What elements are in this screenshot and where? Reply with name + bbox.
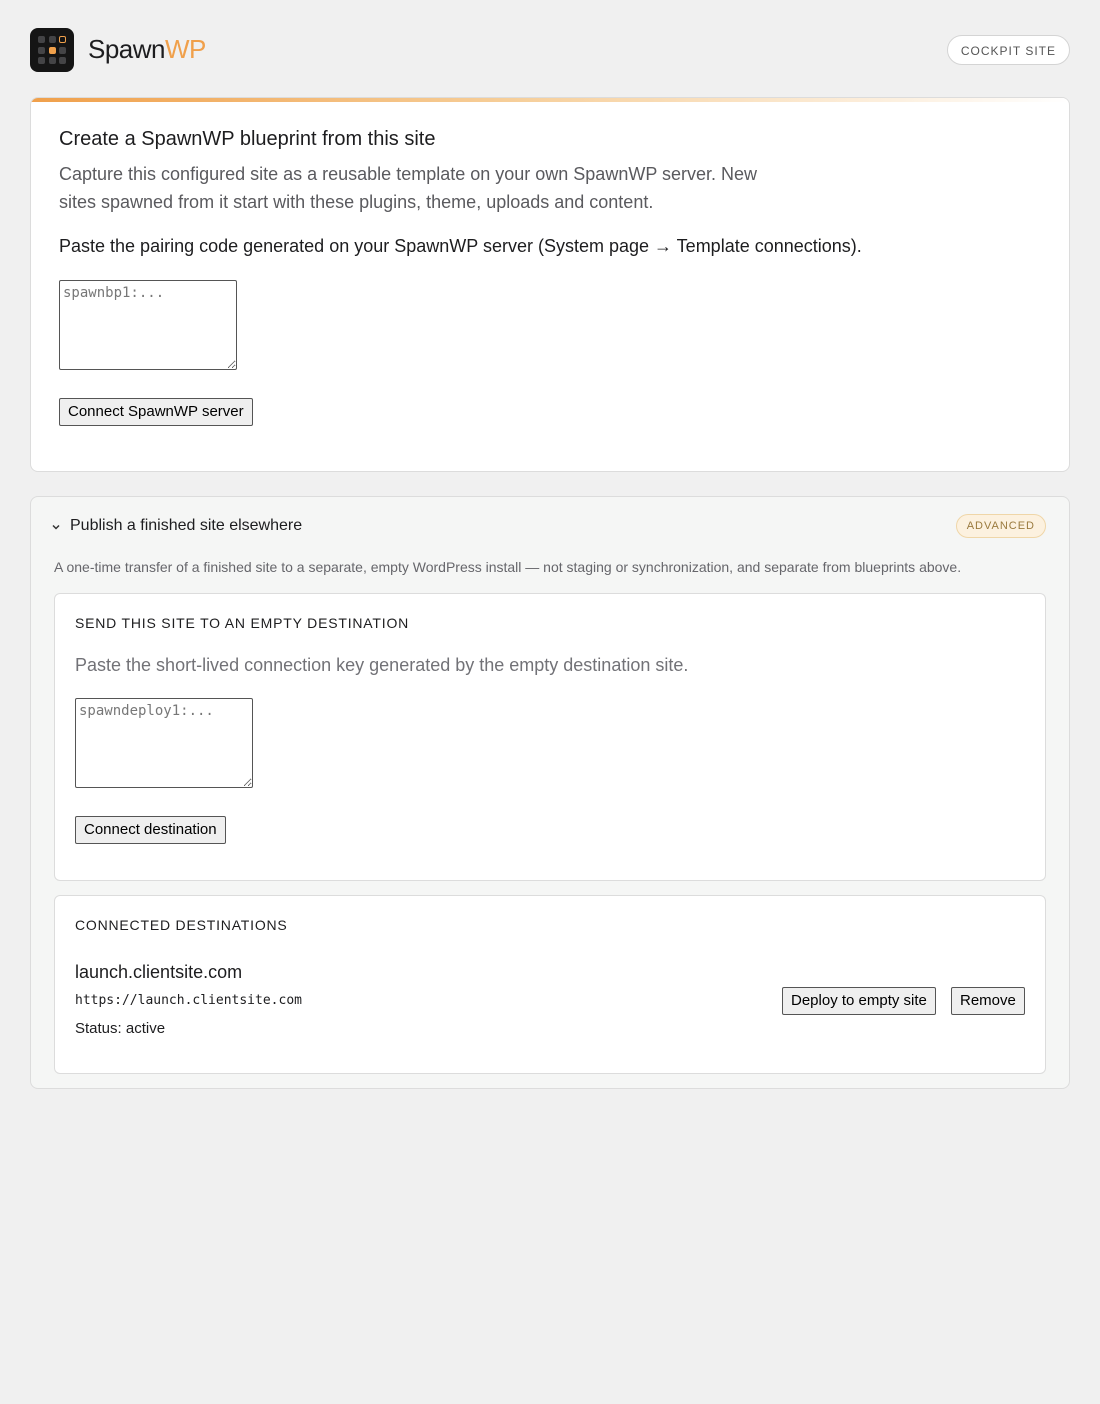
connect-spawnwp-server-button[interactable]: Connect SpawnWP server [59,398,253,426]
cockpit-site-button[interactable]: COCKPIT SITE [947,35,1070,65]
destination-status: Status: active [75,1020,166,1037]
deploy-to-empty-site-button[interactable]: Deploy to empty site [782,987,936,1015]
remove-destination-button[interactable]: Remove [951,987,1025,1015]
pairing-instruction: Paste the pairing code generated on your SpawnWP server (System page → Template connections). [59,236,862,256]
app-header [30,28,1070,72]
advanced-badge: ADVANCED [956,514,1046,538]
pairing-code-input[interactable] [59,280,237,370]
publish-section [30,496,1070,1089]
connected-heading: CONNECTED DESTINATIONS [75,917,288,933]
spawnwp-logo-icon [30,28,74,72]
send-destination-panel [54,593,1046,881]
connected-destinations-panel [54,895,1046,1074]
publish-toggle[interactable]: Publish a finished site elsewhere [70,517,303,534]
blueprint-card [30,97,1070,472]
publish-description: A one-time transfer of a finished site to a separate, empty WordPress install — not staging or synchronization, and separate from blueprints above. [54,559,962,575]
blueprint-title: Create a SpawnWP blueprint from this site [59,128,436,150]
accent-bar [31,98,1069,102]
blueprint-lead: Capture this configured site as a reusable template on your own SpawnWP server. New sites spawned from it start with these plugins, theme, uploads and content. [59,164,758,212]
chevron-down-icon[interactable] [52,519,60,533]
brand-name [88,34,206,64]
connect-destination-button[interactable]: Connect destination [75,816,226,844]
connection-key-input[interactable] [75,698,253,788]
send-heading: SEND THIS SITE TO AN EMPTY DESTINATION [75,615,410,631]
destination-name: launch.clientsite.com [75,962,243,982]
brand-main: Spawn [88,34,165,64]
brand-accent: WP [165,34,206,64]
send-hint: Paste the short-lived connection key generated by the empty destination site. [75,655,689,675]
destination-url: https://launch.clientsite.com [75,993,302,1008]
